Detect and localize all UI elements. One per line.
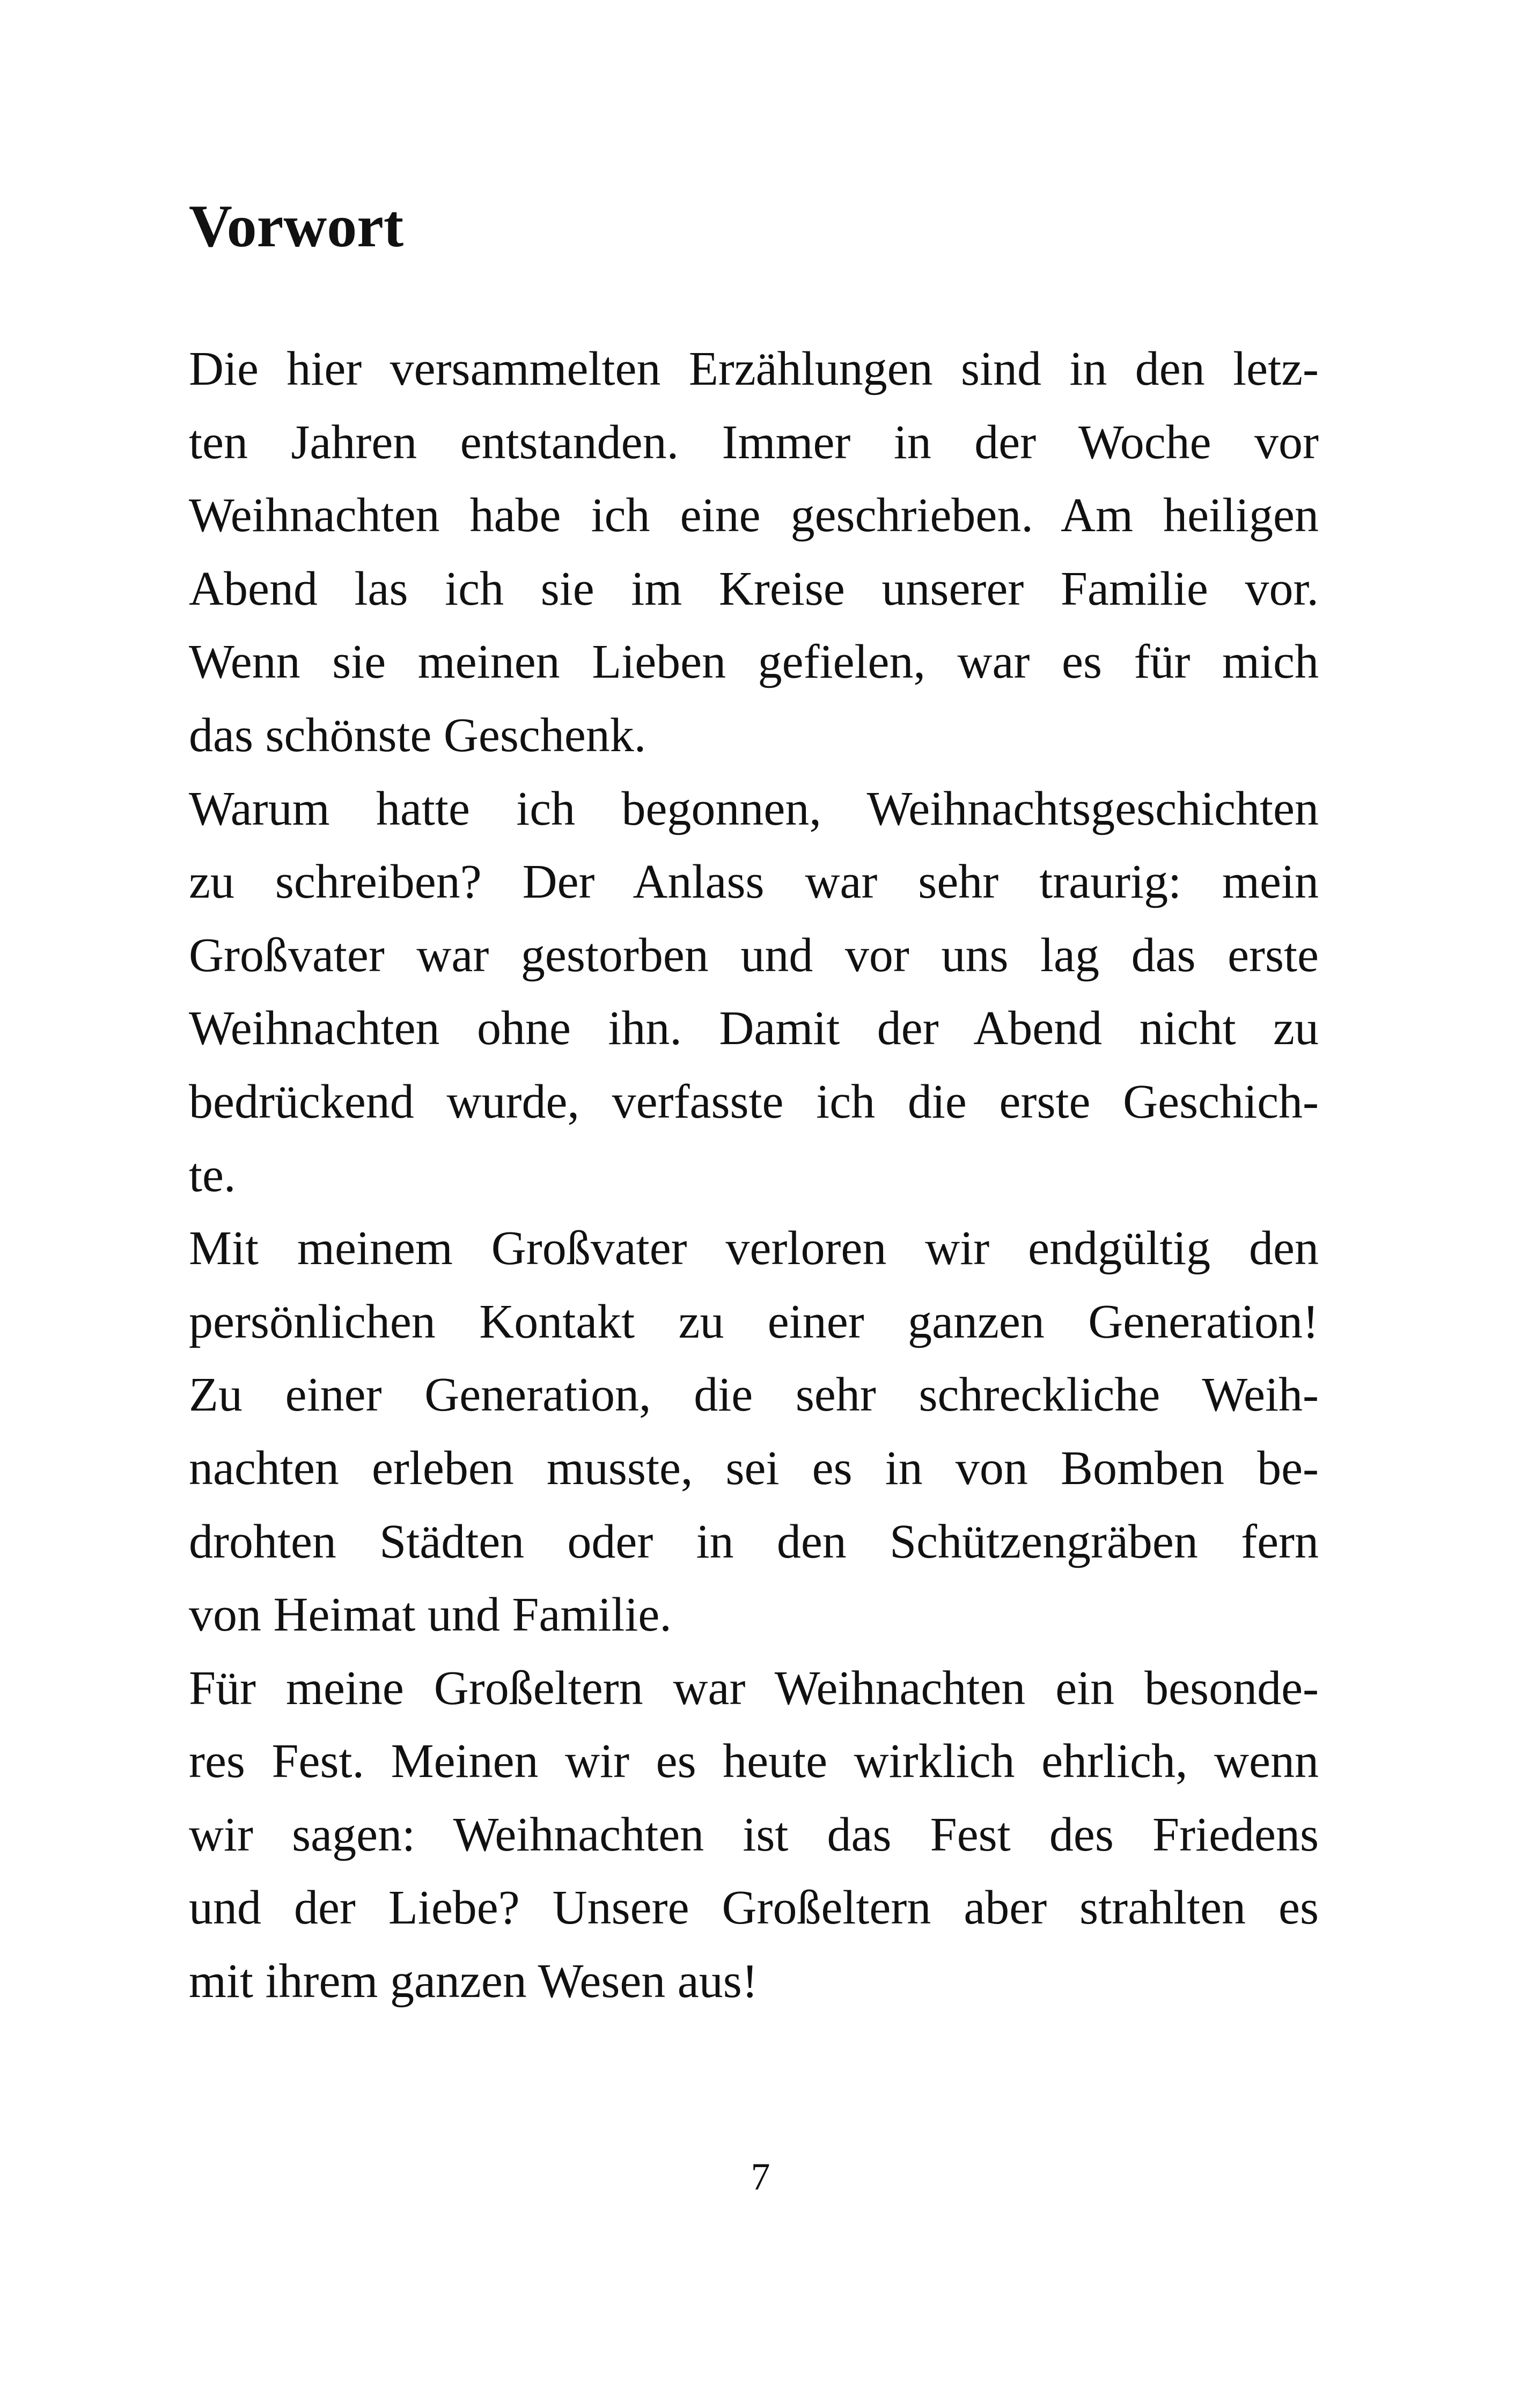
text-line: und der Liebe? Unsere Großeltern aber strahlten es (189, 1881, 1319, 1935)
text-line: Zu einer Generation, die sehr schreckliche Weih- (189, 1368, 1319, 1422)
text-line: Warum hatte ich begonnen, Weihnachtsgeschichten (189, 782, 1319, 835)
text-line: te. (189, 1148, 236, 1202)
text-line: Weihnachten habe ich eine geschrieben. Am heiligen (189, 489, 1319, 542)
text-line: Abend las ich sie im Kreise unserer Familie vor. (189, 562, 1319, 615)
chapter-title: Vorwort (189, 193, 404, 260)
text-line: Mit meinem Großvater verloren wir endgültig den (189, 1222, 1319, 1275)
text-line: Weihnachten ohne ihn. Damit der Abend nicht zu (189, 1002, 1319, 1055)
text-line: zu schreiben? Der Anlass war sehr traurig: mein (189, 855, 1319, 909)
text-line: Die hier versammelten Erzählungen sind in den letz- (189, 342, 1319, 395)
text-line: nachten erleben musste, sei es in von Bomben be- (189, 1441, 1319, 1495)
text-line: drohten Städten oder in den Schützengräben fern (189, 1515, 1319, 1568)
text-line: persönlichen Kontakt zu einer ganzen Generation! (189, 1295, 1319, 1348)
text-line: Großvater war gestorben und vor uns lag das erste (189, 928, 1319, 982)
text-line: mit ihrem ganzen Wesen aus! (189, 1955, 758, 2008)
page-number: 7 (751, 2155, 770, 2198)
text-line: res Fest. Meinen wir es heute wirklich ehrlich, wenn (189, 1735, 1319, 1788)
body-text (189, 333, 1319, 2018)
text-line: ten Jahren entstanden. Immer in der Woche vor (189, 415, 1319, 469)
text-line: wir sagen: Weihnachten ist das Fest des Friedens (189, 1808, 1319, 1861)
text-line: Für meine Großeltern war Weihnachten ein besonde- (189, 1661, 1319, 1715)
text-line: von Heimat und Familie. (189, 1588, 672, 1642)
text-line: bedrückend wurde, verfasste ich die erste Geschich- (189, 1075, 1319, 1128)
text-line: Wenn sie meinen Lieben gefielen, war es für mich (189, 635, 1319, 689)
text-line: das schönste Geschenk. (189, 708, 646, 762)
